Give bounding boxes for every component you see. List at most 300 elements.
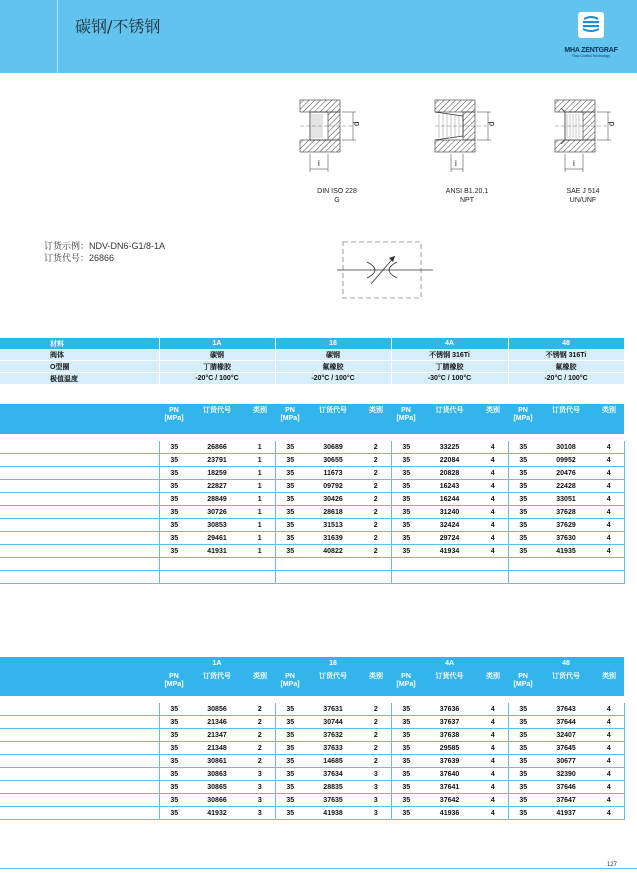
category-cell: 4	[594, 480, 624, 493]
pn-cell: 35	[159, 807, 189, 820]
mpa-label: [MPa]	[280, 681, 300, 688]
category-cell: 4	[594, 441, 624, 454]
pn-cell: 35	[159, 467, 189, 480]
category-cell: 4	[594, 716, 624, 729]
pn-cell: 35	[275, 454, 305, 467]
materials-cell: 丁腈橡胶	[159, 361, 275, 373]
pn-cell: 35	[391, 807, 421, 820]
mpa-label: [MPa]	[513, 415, 533, 422]
order-code-cell: 21346	[189, 716, 245, 729]
category-cell: 3	[245, 768, 275, 781]
col-head-pn	[391, 670, 421, 696]
pn-label: PN	[401, 673, 411, 680]
pn-cell: 35	[508, 545, 538, 558]
pn-cell: 35	[391, 729, 421, 742]
materials-header-row	[0, 338, 624, 349]
materials-row	[0, 349, 624, 361]
row-label	[0, 441, 159, 454]
col-head-code: 订货代号	[421, 670, 478, 696]
order-code-cell: 22827	[189, 480, 245, 493]
col-head-pn	[508, 670, 538, 696]
order-code-cell: 09952	[538, 454, 594, 467]
category-cell: 4	[594, 493, 624, 506]
order-code-cell: 21348	[189, 742, 245, 755]
order-code-cell: 28849	[189, 493, 245, 506]
table-row	[0, 480, 624, 493]
category-cell: 4	[478, 493, 508, 506]
row-label	[0, 716, 159, 729]
diagram-label-i: i	[573, 159, 575, 168]
pn-cell: 35	[159, 441, 189, 454]
category-cell: 4	[594, 454, 624, 467]
order-code-cell: 30861	[189, 755, 245, 768]
pn-cell	[159, 571, 189, 584]
order-code-cell: 09792	[305, 480, 361, 493]
pn-cell: 35	[391, 441, 421, 454]
caption-ansi	[422, 187, 512, 205]
category-cell: 4	[478, 755, 508, 768]
order-code-cell: 30853	[189, 519, 245, 532]
materials-header-cell: 1A	[159, 338, 275, 349]
row-label	[0, 807, 159, 820]
col-head-pn	[159, 670, 189, 696]
category-cell: 2	[361, 506, 391, 519]
pn-cell: 35	[159, 742, 189, 755]
pn-cell: 35	[391, 493, 421, 506]
row-label	[0, 781, 159, 794]
pn-cell	[159, 558, 189, 571]
category-cell: 2	[361, 755, 391, 768]
category-cell: 1	[245, 467, 275, 480]
pn-cell: 35	[391, 703, 421, 716]
materials-cell: 丁腈橡胶	[391, 361, 508, 373]
pn-cell	[275, 558, 305, 571]
order-code-cell: 16243	[421, 480, 478, 493]
category-cell: 2	[361, 703, 391, 716]
row-label	[0, 571, 159, 584]
order-code-cell: 29585	[421, 742, 478, 755]
col-head-code: 订货代号	[538, 404, 594, 434]
category-cell: 2	[361, 716, 391, 729]
mpa-label: [MPa]	[164, 415, 184, 422]
order-code-cell: 30744	[305, 716, 361, 729]
order-code-line: 订货代号：26866	[44, 253, 115, 263]
materials-cell: 碳钢	[159, 349, 275, 361]
pn-cell: 35	[159, 755, 189, 768]
page-title: 碳钢/不锈钢	[75, 17, 161, 36]
category-cell: 4	[478, 506, 508, 519]
category-cell: 3	[245, 807, 275, 820]
pn-cell: 35	[391, 532, 421, 545]
group-header: 48	[508, 657, 624, 670]
order-code-cell: 23791	[189, 454, 245, 467]
pn-cell: 35	[159, 506, 189, 519]
group-header: 1A	[159, 657, 275, 670]
order-code-cell: 11673	[305, 467, 361, 480]
category-cell: 3	[361, 768, 391, 781]
caption-sae	[538, 187, 628, 205]
materials-cell: 不锈钢 316Ti	[508, 349, 624, 361]
col-head-pn	[275, 670, 305, 696]
pn-cell: 35	[391, 794, 421, 807]
mpa-label: [MPa]	[280, 415, 300, 422]
table-row	[0, 506, 624, 519]
materials-row-label: O型圈	[0, 361, 159, 373]
category-cell: 2	[245, 703, 275, 716]
pn-cell: 35	[159, 532, 189, 545]
mpa-label: [MPa]	[513, 681, 533, 688]
order-code-cell: 37643	[538, 703, 594, 716]
order-code-cell	[421, 558, 478, 571]
category-cell	[245, 558, 275, 571]
pn-cell: 35	[159, 454, 189, 467]
mpa-label: [MPa]	[396, 681, 416, 688]
order-code-cell: 37641	[421, 781, 478, 794]
row-label	[0, 729, 159, 742]
category-cell: 4	[478, 545, 508, 558]
order-code-cell: 37632	[305, 729, 361, 742]
caption-din-standard: DIN ISO 228	[317, 188, 357, 195]
order-code-cell: 37630	[538, 532, 594, 545]
col-head-code: 订货代号	[189, 404, 245, 434]
row-label	[0, 545, 159, 558]
category-cell: 2	[361, 441, 391, 454]
category-cell: 4	[594, 794, 624, 807]
category-cell: 2	[361, 545, 391, 558]
table-row	[0, 532, 624, 545]
order-code-cell: 16244	[421, 493, 478, 506]
materials-cell: -20°C / 100°C	[508, 373, 624, 385]
table-row	[0, 454, 624, 467]
materials-header-cell: 48	[508, 338, 624, 349]
order-code-cell: 20476	[538, 467, 594, 480]
table-row	[0, 558, 624, 571]
category-cell: 4	[478, 781, 508, 794]
pn-cell: 35	[508, 742, 538, 755]
diagram-label-i: i	[455, 159, 457, 168]
order-code-cell: 30655	[305, 454, 361, 467]
order-code-cell: 31513	[305, 519, 361, 532]
category-cell: 2	[245, 716, 275, 729]
column-header-row	[0, 404, 624, 434]
category-cell: 4	[594, 703, 624, 716]
materials-cell: -30°C / 100°C	[391, 373, 508, 385]
order-code-cell: 31240	[421, 506, 478, 519]
order-code-cell: 40822	[305, 545, 361, 558]
group-header: 18	[275, 657, 391, 670]
pn-cell: 35	[275, 807, 305, 820]
pn-cell: 35	[159, 493, 189, 506]
category-cell: 3	[361, 794, 391, 807]
category-cell: 2	[361, 729, 391, 742]
caption-din-thread: G	[334, 197, 340, 204]
category-cell	[361, 571, 391, 584]
order-table-2	[0, 657, 625, 820]
order-code-cell: 41935	[538, 545, 594, 558]
materials-cell: 不锈钢 316Ti	[391, 349, 508, 361]
category-cell: 4	[478, 532, 508, 545]
table-row	[0, 703, 624, 716]
row-label	[0, 755, 159, 768]
order-code-cell: 30726	[189, 506, 245, 519]
category-cell: 4	[594, 519, 624, 532]
category-cell: 4	[594, 781, 624, 794]
pn-cell: 35	[275, 716, 305, 729]
diagram-ansi	[431, 96, 511, 181]
category-cell: 4	[478, 807, 508, 820]
pn-cell: 35	[508, 493, 538, 506]
order-code-cell: 37633	[305, 742, 361, 755]
materials-cell: 碳钢	[275, 349, 391, 361]
pn-cell: 35	[391, 480, 421, 493]
order-code-cell: 37646	[538, 781, 594, 794]
order-code-cell: 18259	[189, 467, 245, 480]
table-row	[0, 441, 624, 454]
order-code-cell: 37642	[421, 794, 478, 807]
category-cell: 4	[478, 441, 508, 454]
pn-cell: 35	[508, 441, 538, 454]
materials-cell: -20°C / 100°C	[159, 373, 275, 385]
order-code-cell: 37638	[421, 729, 478, 742]
col-head-pn	[508, 404, 538, 434]
col-head-code: 订货代号	[189, 670, 245, 696]
pn-label: PN	[518, 673, 528, 680]
order-code-cell: 30866	[189, 794, 245, 807]
pn-cell: 35	[275, 506, 305, 519]
pn-cell: 35	[391, 716, 421, 729]
pn-cell: 35	[275, 742, 305, 755]
logo-icon	[578, 12, 604, 38]
col-head-category: 类别	[361, 670, 391, 696]
pn-cell: 35	[391, 519, 421, 532]
col-head-category: 类别	[361, 404, 391, 434]
mpa-label: [MPa]	[396, 415, 416, 422]
pn-label: PN	[169, 407, 179, 414]
col-head-code: 订货代号	[305, 670, 361, 696]
category-cell: 4	[594, 506, 624, 519]
pn-cell: 35	[159, 729, 189, 742]
pn-cell: 35	[275, 493, 305, 506]
order-code-cell: 41931	[189, 545, 245, 558]
order-code-cell: 14685	[305, 755, 361, 768]
col-head-code: 订货代号	[421, 404, 478, 434]
order-code-cell: 33051	[538, 493, 594, 506]
category-cell: 4	[478, 454, 508, 467]
logo-tagline: Flow Control Technology	[571, 54, 611, 58]
order-code-cell: 29461	[189, 532, 245, 545]
caption-ansi-thread: NPT	[460, 197, 474, 204]
category-cell: 3	[245, 781, 275, 794]
group-header-row	[0, 657, 624, 670]
category-cell: 4	[594, 532, 624, 545]
col-head-category: 类别	[594, 670, 624, 696]
row-label	[0, 558, 159, 571]
category-cell: 2	[245, 742, 275, 755]
order-code-cell: 41937	[538, 807, 594, 820]
order-code-cell: 37640	[421, 768, 478, 781]
caption-sae-standard: SAE J 514	[566, 188, 600, 195]
col-head-category: 类别	[245, 670, 275, 696]
category-cell: 1	[245, 454, 275, 467]
caption-din	[292, 187, 382, 205]
gap-cell	[0, 434, 624, 441]
order-code-cell	[538, 571, 594, 584]
order-code-cell: 30689	[305, 441, 361, 454]
order-code-cell: 26866	[189, 441, 245, 454]
pn-label: PN	[518, 407, 528, 414]
gap-cell	[0, 696, 624, 703]
order-code-cell: 32390	[538, 768, 594, 781]
order-code-cell: 30863	[189, 768, 245, 781]
category-cell: 4	[478, 742, 508, 755]
table-row	[0, 571, 624, 584]
pn-cell: 35	[159, 519, 189, 532]
row-label	[0, 506, 159, 519]
pn-cell: 35	[275, 729, 305, 742]
category-cell: 4	[594, 467, 624, 480]
category-cell: 2	[361, 480, 391, 493]
pn-cell: 35	[508, 794, 538, 807]
category-cell: 4	[478, 703, 508, 716]
order-code-cell	[538, 558, 594, 571]
pn-cell: 35	[275, 768, 305, 781]
order-code-cell: 33225	[421, 441, 478, 454]
row-label	[0, 480, 159, 493]
pn-cell: 35	[508, 467, 538, 480]
order-code-cell: 28618	[305, 506, 361, 519]
order-code-cell: 37631	[305, 703, 361, 716]
table-row	[0, 742, 624, 755]
category-cell	[594, 558, 624, 571]
pn-cell: 35	[508, 807, 538, 820]
category-cell: 4	[594, 755, 624, 768]
category-cell: 2	[361, 467, 391, 480]
row-label	[0, 467, 159, 480]
col-head-pn	[391, 404, 421, 434]
pn-cell: 35	[391, 454, 421, 467]
order-code-cell: 37639	[421, 755, 478, 768]
order-code-cell: 37634	[305, 768, 361, 781]
pn-cell	[508, 571, 538, 584]
category-cell: 4	[478, 480, 508, 493]
table-row	[0, 519, 624, 532]
category-cell: 4	[594, 807, 624, 820]
pn-cell: 35	[275, 755, 305, 768]
order-code-cell	[305, 558, 361, 571]
pn-cell: 35	[159, 768, 189, 781]
pn-cell: 35	[391, 467, 421, 480]
group-spacer	[0, 657, 159, 670]
order-code-cell: 21347	[189, 729, 245, 742]
category-cell	[478, 558, 508, 571]
pn-label: PN	[169, 673, 179, 680]
order-code-cell: 41938	[305, 807, 361, 820]
pn-cell: 35	[159, 794, 189, 807]
order-code-cell: 37636	[421, 703, 478, 716]
materials-header-cell: 18	[275, 338, 391, 349]
category-cell: 2	[361, 532, 391, 545]
order-code-cell: 37628	[538, 506, 594, 519]
page-number: 127	[607, 862, 618, 868]
pn-cell: 35	[508, 506, 538, 519]
category-cell: 1	[245, 493, 275, 506]
diagram-label-i: i	[318, 159, 320, 168]
diagram-sae	[551, 96, 631, 181]
diagram-label-d: d	[352, 121, 361, 126]
pn-cell: 35	[508, 781, 538, 794]
category-cell: 1	[245, 480, 275, 493]
order-code-cell: 20828	[421, 467, 478, 480]
valve-symbol	[337, 240, 433, 307]
pn-cell: 35	[391, 506, 421, 519]
order-table-1	[0, 404, 625, 584]
pn-cell: 35	[275, 532, 305, 545]
category-cell: 4	[478, 794, 508, 807]
pn-cell: 35	[275, 480, 305, 493]
order-example	[44, 240, 165, 264]
pn-cell: 35	[275, 467, 305, 480]
category-cell: 3	[245, 794, 275, 807]
category-cell: 1	[245, 519, 275, 532]
col-head-category: 类别	[478, 670, 508, 696]
order-code-cell: 32407	[538, 729, 594, 742]
diagram-label-d: d	[607, 121, 616, 126]
pn-cell	[391, 571, 421, 584]
category-cell: 4	[478, 519, 508, 532]
order-code-cell: 37635	[305, 794, 361, 807]
order-code-cell: 29724	[421, 532, 478, 545]
category-cell: 1	[245, 532, 275, 545]
pn-cell: 35	[508, 532, 538, 545]
materials-cell: 氟橡胶	[508, 361, 624, 373]
col-head-category: 类别	[594, 404, 624, 434]
category-cell: 4	[478, 768, 508, 781]
table-row	[0, 794, 624, 807]
order-code-cell: 37645	[538, 742, 594, 755]
col-head-code: 订货代号	[305, 404, 361, 434]
table-row	[0, 768, 624, 781]
category-cell: 4	[478, 729, 508, 742]
diagram-label-d: d	[487, 121, 496, 126]
category-cell	[594, 571, 624, 584]
table-row	[0, 545, 624, 558]
header-gap	[0, 696, 624, 703]
order-code-cell	[305, 571, 361, 584]
materials-row	[0, 373, 624, 385]
category-cell: 2	[361, 742, 391, 755]
order-code-cell	[189, 558, 245, 571]
order-code-cell: 30108	[538, 441, 594, 454]
footer-rule	[0, 868, 637, 869]
materials-row-label: 阀体	[0, 349, 159, 361]
order-code-cell: 37637	[421, 716, 478, 729]
order-code-cell: 37647	[538, 794, 594, 807]
materials-header-cell: 4A	[391, 338, 508, 349]
pn-cell: 35	[508, 768, 538, 781]
category-cell: 3	[361, 781, 391, 794]
header-spacer	[0, 670, 159, 696]
category-cell	[478, 571, 508, 584]
table-row	[0, 493, 624, 506]
pn-cell: 35	[508, 480, 538, 493]
pn-cell: 35	[275, 545, 305, 558]
mpa-label: [MPa]	[164, 681, 184, 688]
row-label	[0, 768, 159, 781]
order-code-cell: 32424	[421, 519, 478, 532]
category-cell: 2	[245, 755, 275, 768]
order-code-cell: 30865	[189, 781, 245, 794]
column-header-row	[0, 670, 624, 696]
